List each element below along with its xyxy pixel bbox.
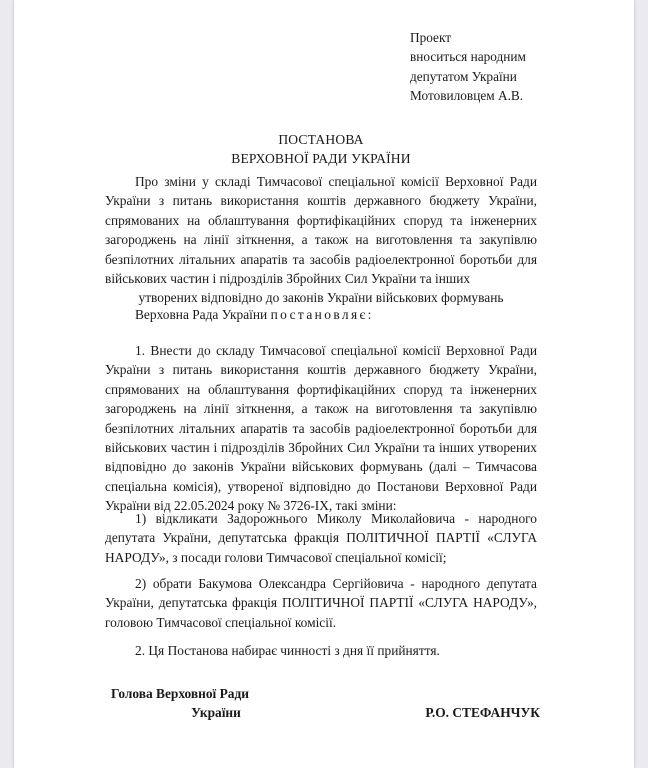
enacting-clause bbox=[105, 305, 537, 324]
submitter-line-1: Проект bbox=[410, 30, 452, 45]
clause-subitem-2: 2) обрати Бакумова Олександра Сергійовича - народного депутата України, депутатська фракція ПОЛІТИЧНОЇ ПАРТІЇ «СЛУГА НАРОДУ», головою Тимчасової спеціальної комісії. bbox=[105, 576, 537, 630]
signatory-role bbox=[111, 684, 321, 723]
submitter-line-3: депутатом України bbox=[410, 68, 517, 84]
enacting-trail: : bbox=[367, 307, 372, 322]
subject-last-line: утворених відповідно до законів України військових формувань bbox=[138, 290, 504, 306]
enacting-lead: Верховна Рада України bbox=[135, 307, 271, 322]
title-line-authority: ВЕРХОВНОЇ РАДИ УКРАЇНИ bbox=[231, 151, 411, 166]
clause-item-1: 1. Внести до складу Тимчасової спеціальної комісії Верховної Ради України з питань використання коштів державного бюджету України, спрямованих на облаштування фортифікаційних споруд та інженерних загороджень на лінії зіткнення, а також на виготовлення та закупівлю безпілотних літальних апаратів та засобів радіоелектронної боротьби для військових частин і підрозділів Збройних Сил України та інших утворених відповідно до законів України військових формувань (далі – Тимчасова спеціальна комісія), утвореної відповідно до Постанови Верховної Ради України від 22.05.2024 року № 3726-IX, такі зміни: bbox=[105, 343, 537, 514]
signatory-role-line-2: України bbox=[191, 705, 241, 721]
clause-item-2: 2. Ця Постанова набирає чинності з дня її прийняття. bbox=[135, 643, 440, 658]
title-line-resolution: ПОСТАНОВА bbox=[278, 132, 364, 147]
signatory-name: Р.О. СТЕФАНЧУК bbox=[425, 705, 540, 721]
submitter-line-4: Мотовиловцем А.В. bbox=[410, 87, 524, 103]
subject-body: Про зміни у складі Тимчасової спеціальної комісії Верховної Ради України з питань використання коштів державного бюджету України, спрямованих на облаштування фортифікаційних споруд та інженерних загороджень на лінії зіткнення, а також на виготовлення та закупівлю безпілотних літальних апаратів та засобів радіоелектронної боротьби для військових частин і підрозділів Збройних Сил України та інших bbox=[105, 174, 537, 287]
submitter-block bbox=[410, 28, 634, 105]
document-text-area bbox=[105, 0, 540, 768]
document-page bbox=[14, 0, 634, 768]
submitter-line-2: вноситься народним bbox=[410, 49, 526, 65]
document-title bbox=[105, 130, 537, 168]
signatory-role-line-1: Голова Верховної Ради bbox=[111, 686, 249, 701]
clause-subitem-1: 1) відкликати Задорожнього Миколу Миколайовича - народного депутата України, депутатська фракція ПОЛІТИЧНОЇ ПАРТІЇ «СЛУГА НАРОДУ», з посади голови Тимчасової спеціальної комісії; bbox=[105, 511, 537, 565]
document-subject bbox=[105, 172, 537, 308]
enacting-spaced-verb: постановляє bbox=[270, 307, 368, 322]
